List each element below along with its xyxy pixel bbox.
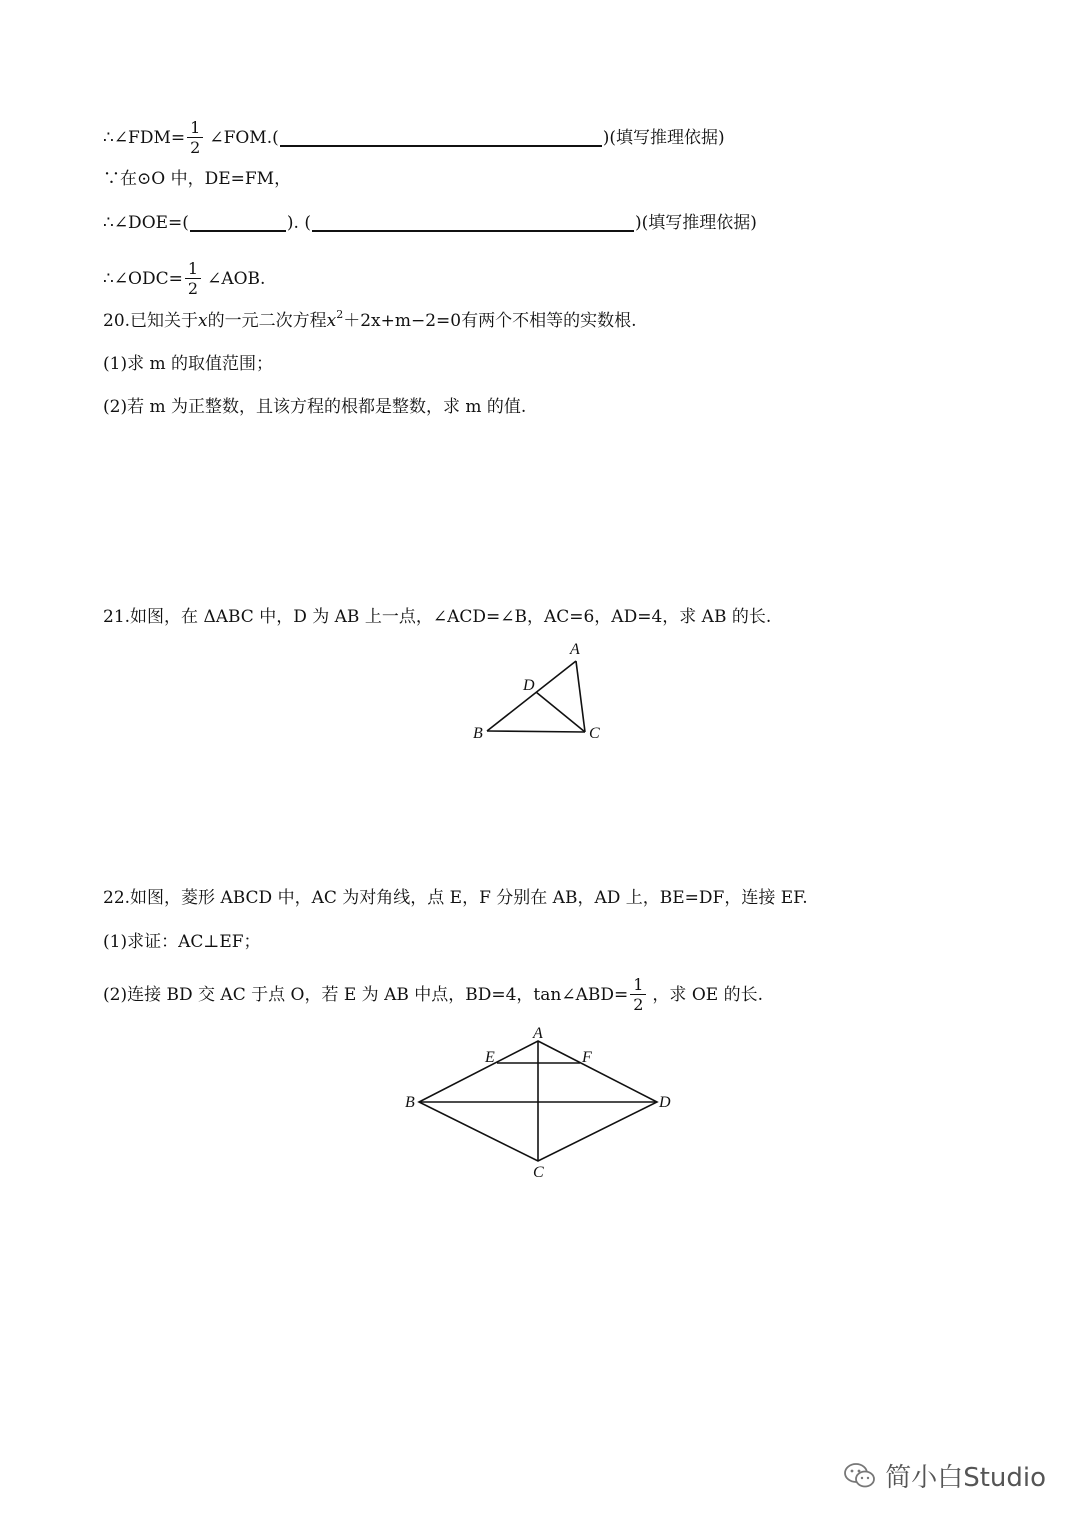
proof-line-1-suffix: )(填写推理依据): [602, 127, 725, 148]
label-d: D: [659, 1094, 671, 1111]
proof-line-1-mid: ∠FOM.(: [209, 127, 279, 148]
q21-stem: 21.如图，在 ΔABC 中，D 为 AB 上一点，∠ACD=∠B，AC=6，AD=4，求 AB 的长.: [103, 607, 772, 627]
fraction-half: $\frac{1}{2}$: [187, 118, 203, 157]
rhombus-abcd-figure: [395, 1020, 685, 1185]
proof-line-3-mid: ). (: [286, 213, 311, 233]
wechat-icon: [843, 1461, 877, 1491]
label-c: C: [589, 725, 600, 742]
q22-stem: 22.如图，菱形 ABCD 中，AC 为对角线，点 E，F 分别在 AB，AD 上，BE=DF，连接 EF.: [103, 888, 808, 908]
fraction-half: $\frac{1}{2}$: [185, 259, 201, 298]
proof-line-2: [103, 167, 291, 191]
proof-line-3: [103, 211, 757, 235]
label-d: D: [523, 677, 535, 694]
proof-line-3-suffix: )(填写推理依据): [635, 213, 757, 233]
proof-line-3-prefix: ∴∠DOE=(: [103, 213, 189, 233]
watermark-text: 简小白Studio: [885, 1463, 1046, 1493]
watermark: [843, 1457, 1046, 1494]
q20-part-2: (2)若 m 为正整数，且该方程的根都是整数，求 m 的值.: [103, 397, 527, 417]
segment-bc: [487, 731, 585, 732]
q22-part-2: (2)连接 BD 交 AC 于点 O，若 E 为 AB 中点，BD=4，tan∠ABD= $\frac{1}{2}$ ，求 OE 的长.: [103, 975, 763, 1014]
q20-part-1: (1)求 m 的取值范围；: [103, 354, 274, 374]
proof-line-4-suffix: ∠AOB.: [207, 268, 266, 289]
segment-ac: [576, 661, 585, 732]
label-a: A: [570, 641, 580, 658]
q22-part-1: (1)求证：AC⊥EF；: [103, 932, 261, 952]
label-c: C: [533, 1164, 544, 1181]
fraction-half: $\frac{1}{2}$: [630, 975, 646, 1014]
proof-line-1-prefix: ∴∠FDM=: [103, 127, 186, 148]
label-f: F: [582, 1049, 592, 1066]
label-e: E: [485, 1049, 495, 1066]
triangle-abc-figure: [460, 635, 620, 750]
answer-blank-reason-2[interactable]: [312, 214, 634, 232]
q20-stem: 20.已知关于 x 的一元二次方程 x 2 ＋2x+m−2=0 有两个不相等的实数根.: [103, 308, 637, 331]
segment-dc: [536, 692, 585, 732]
answer-blank-angle[interactable]: [190, 214, 286, 232]
segment-ab: [487, 661, 576, 731]
label-b: B: [405, 1094, 415, 1111]
proof-line-4-prefix: ∴∠ODC=: [103, 268, 183, 289]
answer-blank-reason-1[interactable]: [280, 129, 602, 147]
label-a: A: [533, 1025, 543, 1042]
proof-line-4: [103, 259, 265, 298]
label-b: B: [473, 725, 483, 742]
proof-line-1: [103, 118, 725, 157]
proof-line-2-text: ∵在⊙O 中，DE=FM，: [103, 169, 292, 189]
